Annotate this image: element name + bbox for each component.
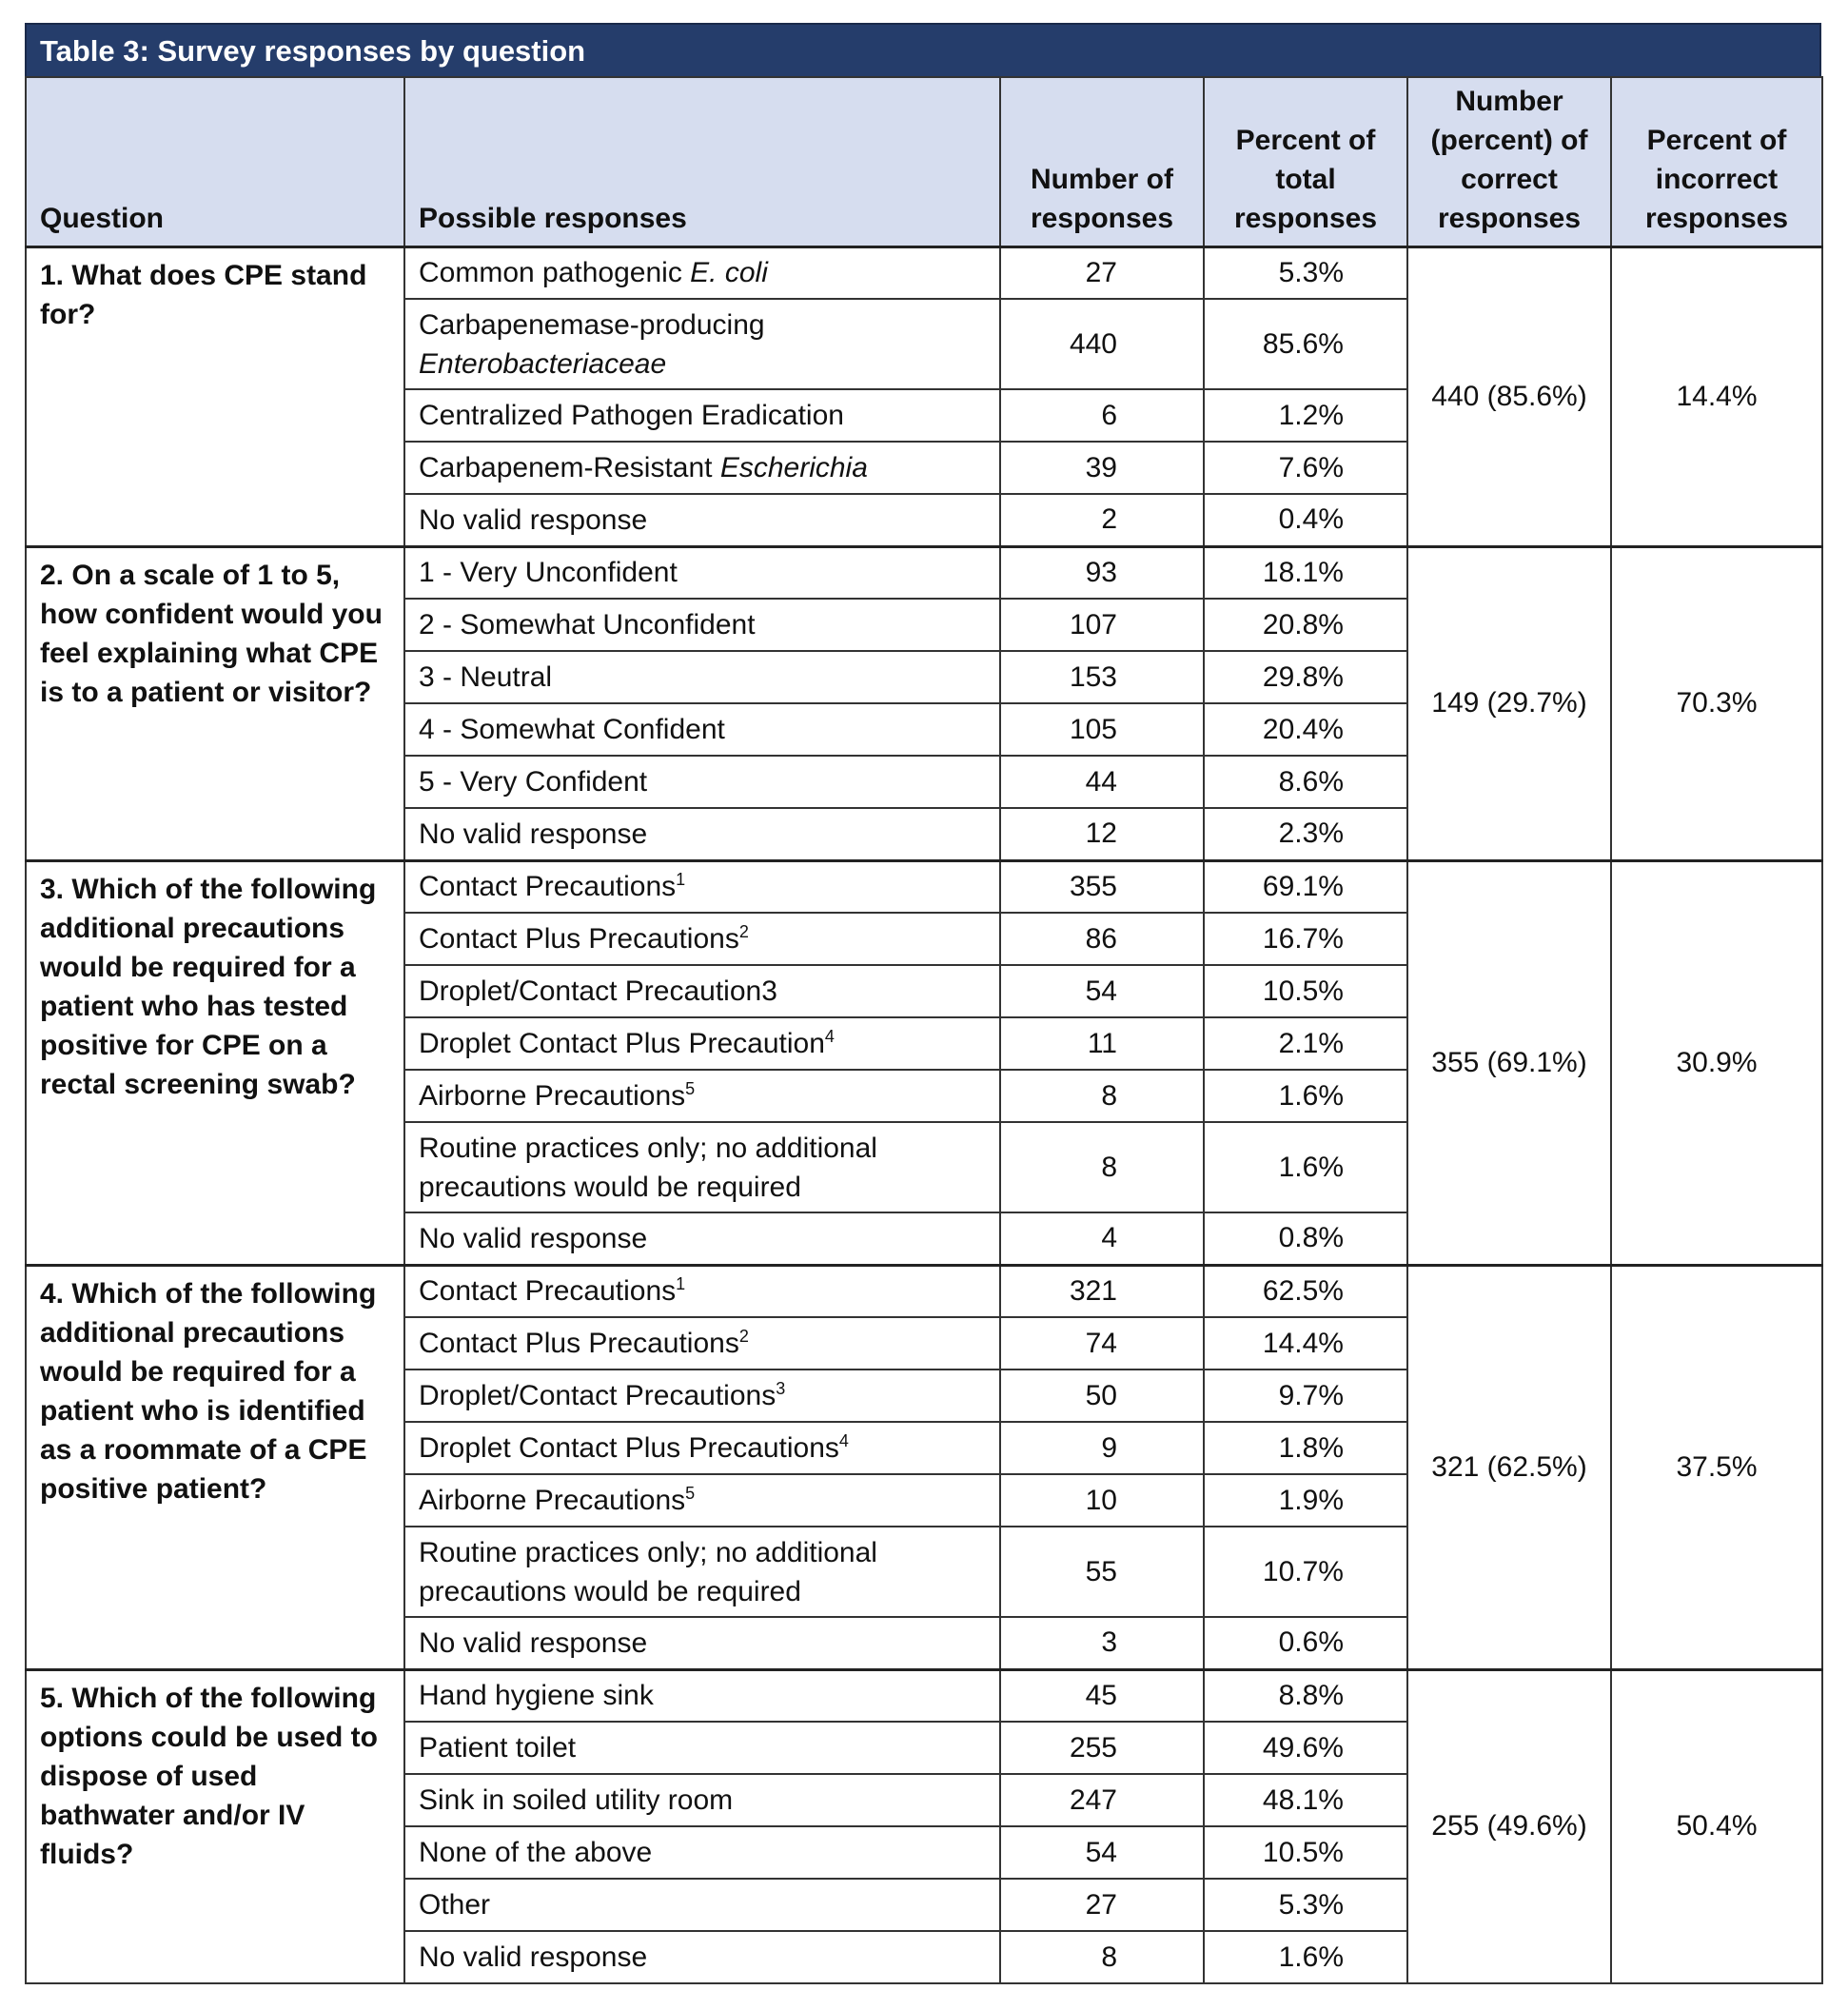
response-percent: 20.8% [1204, 599, 1407, 651]
table-title: Table 3: Survey responses by question [25, 23, 1821, 76]
response-percent: 7.6% [1204, 442, 1407, 494]
response-label-italic: Escherichia [719, 452, 868, 483]
response-percent: 2.3% [1204, 808, 1407, 860]
response-count: 255 [1000, 1722, 1204, 1774]
response-percent: 1.8% [1204, 1422, 1407, 1474]
response-count: 86 [1000, 913, 1204, 965]
response-option [404, 1527, 1000, 1617]
response-option [404, 860, 1000, 913]
response-count: 50 [1000, 1370, 1204, 1422]
survey-table [25, 76, 1823, 1984]
header-correct-responses: Number (percent) of correct responses [1407, 77, 1611, 246]
response-option [404, 442, 1000, 494]
response-option [404, 599, 1000, 651]
response-percent: 85.6% [1204, 299, 1407, 389]
response-count: 27 [1000, 246, 1204, 299]
response-count: 3 [1000, 1617, 1204, 1669]
footnote-marker: 5 [685, 1484, 696, 1503]
question-text: 3. Which of the following additional precautions would be required for a patient who has tested positive for CPE on a rectal screening swab? [26, 860, 404, 1265]
response-label: Droplet Contact Plus Precaution [419, 1028, 825, 1059]
response-option [404, 389, 1000, 442]
incorrect-percent: 14.4% [1611, 246, 1822, 546]
response-percent: 1.6% [1204, 1070, 1407, 1122]
response-percent: 0.8% [1204, 1212, 1407, 1265]
response-percent: 9.7% [1204, 1370, 1407, 1422]
response-option [404, 651, 1000, 703]
response-percent: 10.7% [1204, 1527, 1407, 1617]
table-row [26, 1265, 1822, 1317]
response-percent: 0.4% [1204, 494, 1407, 546]
response-count: 153 [1000, 651, 1204, 703]
question-group-3 [26, 860, 1822, 1265]
response-option [404, 913, 1000, 965]
response-label: Sink in soiled utility room [419, 1784, 734, 1816]
response-percent: 16.7% [1204, 913, 1407, 965]
response-label: 4 - Somewhat Confident [419, 714, 725, 745]
response-label: Patient toilet [419, 1732, 577, 1764]
response-percent: 5.3% [1204, 1879, 1407, 1931]
response-count: 45 [1000, 1669, 1204, 1722]
response-count: 39 [1000, 442, 1204, 494]
response-label: No valid response [419, 503, 648, 536]
response-option [404, 808, 1000, 860]
response-percent: 18.1% [1204, 546, 1407, 599]
footnote-marker: 2 [738, 922, 749, 941]
response-label: None of the above [419, 1837, 653, 1868]
response-percent: 1.9% [1204, 1474, 1407, 1527]
response-label: Contact Plus Precautions [419, 923, 739, 955]
response-percent: 8.6% [1204, 756, 1407, 808]
response-label: 2 - Somewhat Unconfident [419, 609, 756, 640]
incorrect-percent: 37.5% [1611, 1265, 1822, 1669]
response-label: Contact Precautions [419, 1275, 677, 1308]
response-count: 44 [1000, 756, 1204, 808]
response-option [404, 1774, 1000, 1826]
response-percent: 69.1% [1204, 860, 1407, 913]
response-label-italic: Enterobacteriaceae [419, 347, 667, 380]
response-label: 3 - Neutral [419, 661, 553, 693]
response-option [404, 1265, 1000, 1317]
table-row [26, 546, 1822, 599]
footnote-marker: 1 [676, 1274, 686, 1294]
response-count: 105 [1000, 703, 1204, 756]
response-option [404, 1017, 1000, 1070]
header-number-of-responses: Number of responses [1000, 77, 1204, 246]
response-label: Other [419, 1889, 491, 1921]
response-percent: 48.1% [1204, 1774, 1407, 1826]
footnote-marker: 5 [685, 1079, 696, 1098]
response-count: 355 [1000, 860, 1204, 913]
question-group-4 [26, 1265, 1822, 1669]
response-option [404, 1669, 1000, 1722]
table-row [26, 1669, 1822, 1722]
response-label: Droplet Contact Plus Precautions [419, 1432, 839, 1464]
table-row [26, 860, 1822, 913]
response-label: No valid response [419, 1941, 648, 1973]
response-count: 10 [1000, 1474, 1204, 1527]
response-option [404, 1474, 1000, 1527]
question-text: 2. On a scale of 1 to 5, how confident would you feel explaining what CPE is to a patient or visitor? [26, 546, 404, 860]
response-option [404, 965, 1000, 1017]
response-label: Routine practices only; no additional precautions would be required [419, 1132, 877, 1203]
response-option [404, 703, 1000, 756]
response-count: 440 [1000, 299, 1204, 389]
response-label: Carbapenem-Resistant [419, 452, 720, 483]
response-count: 4 [1000, 1212, 1204, 1265]
footnote-marker: 4 [838, 1431, 849, 1450]
response-count: 321 [1000, 1265, 1204, 1317]
response-label: Hand hygiene sink [419, 1680, 654, 1712]
response-count: 8 [1000, 1122, 1204, 1212]
response-count: 2 [1000, 494, 1204, 546]
header-possible-responses: Possible responses [404, 77, 1000, 246]
response-count: 54 [1000, 1826, 1204, 1879]
header-question: Question [26, 77, 404, 246]
response-percent: 0.6% [1204, 1617, 1407, 1669]
response-label: 1 - Very Unconfident [419, 557, 678, 589]
response-label: Droplet/Contact Precautions [419, 1380, 777, 1411]
correct-responses: 440 (85.6%) [1407, 246, 1611, 546]
response-label: No valid response [419, 818, 648, 850]
question-group-2 [26, 546, 1822, 860]
response-percent: 2.1% [1204, 1017, 1407, 1070]
response-label: Routine practices only; no additional precautions would be required [419, 1536, 877, 1607]
response-option [404, 299, 1000, 389]
response-percent: 49.6% [1204, 1722, 1407, 1774]
response-percent: 8.8% [1204, 1669, 1407, 1722]
response-option [404, 1826, 1000, 1879]
survey-table-container [25, 23, 1821, 1984]
response-option [404, 546, 1000, 599]
response-percent: 10.5% [1204, 1826, 1407, 1879]
incorrect-percent: 70.3% [1611, 546, 1822, 860]
response-count: 8 [1000, 1070, 1204, 1122]
response-option [404, 1422, 1000, 1474]
response-percent: 10.5% [1204, 965, 1407, 1017]
response-count: 54 [1000, 965, 1204, 1017]
response-label-italic: E. coli [690, 257, 768, 289]
response-count: 9 [1000, 1422, 1204, 1474]
response-option [404, 494, 1000, 546]
response-label: Centralized Pathogen Eradication [419, 400, 844, 431]
response-percent: 1.2% [1204, 389, 1407, 442]
question-text: 5. Which of the following options could be used to dispose of used bathwater and/or IV fluids? [26, 1669, 404, 1983]
response-count: 11 [1000, 1017, 1204, 1070]
response-option [404, 1931, 1000, 1983]
response-percent: 5.3% [1204, 246, 1407, 299]
response-option [404, 1070, 1000, 1122]
response-option [404, 1370, 1000, 1422]
response-label: 5 - Very Confident [419, 766, 648, 798]
response-label: Airborne Precautions [419, 1080, 686, 1112]
response-label: Droplet/Contact Precaution3 [419, 975, 777, 1007]
correct-responses: 255 (49.6%) [1407, 1669, 1611, 1983]
response-option [404, 1122, 1000, 1212]
footnote-marker: 1 [676, 870, 686, 890]
response-count: 93 [1000, 546, 1204, 599]
response-label: Airborne Precautions [419, 1485, 686, 1516]
response-label: No valid response [419, 1626, 648, 1659]
header-incorrect-responses: Percent of incorrect responses [1611, 77, 1822, 246]
response-percent: 14.4% [1204, 1317, 1407, 1370]
response-count: 6 [1000, 389, 1204, 442]
question-group-5 [26, 1669, 1822, 1983]
response-percent: 1.6% [1204, 1122, 1407, 1212]
response-percent: 20.4% [1204, 703, 1407, 756]
correct-responses: 355 (69.1%) [1407, 860, 1611, 1265]
response-count: 247 [1000, 1774, 1204, 1826]
table-row [26, 246, 1822, 299]
response-option [404, 1212, 1000, 1265]
response-option [404, 246, 1000, 299]
response-count: 74 [1000, 1317, 1204, 1370]
footnote-marker: 3 [776, 1379, 786, 1398]
footnote-marker: 4 [824, 1027, 835, 1046]
question-text: 4. Which of the following additional precautions would be required for a patient who is identified as a roommate of a CPE positive patient? [26, 1265, 404, 1669]
response-count: 8 [1000, 1931, 1204, 1983]
response-count: 27 [1000, 1879, 1204, 1931]
response-option [404, 1617, 1000, 1669]
incorrect-percent: 50.4% [1611, 1669, 1822, 1983]
response-count: 12 [1000, 808, 1204, 860]
response-percent: 1.6% [1204, 1931, 1407, 1983]
response-label: Carbapenemase-producing [419, 308, 765, 341]
incorrect-percent: 30.9% [1611, 860, 1822, 1265]
correct-responses: 321 (62.5%) [1407, 1265, 1611, 1669]
response-label: Common pathogenic [419, 257, 691, 289]
response-percent: 29.8% [1204, 651, 1407, 703]
response-percent: 62.5% [1204, 1265, 1407, 1317]
header-row [26, 77, 1822, 246]
response-count: 107 [1000, 599, 1204, 651]
response-option [404, 1879, 1000, 1931]
question-group-1 [26, 246, 1822, 546]
response-option [404, 756, 1000, 808]
response-label: Contact Plus Precautions [419, 1328, 739, 1359]
header-percent-of-total: Percent of total responses [1204, 77, 1407, 246]
response-option [404, 1317, 1000, 1370]
footnote-marker: 2 [738, 1327, 749, 1346]
response-count: 55 [1000, 1527, 1204, 1617]
question-text: 1. What does CPE stand for? [26, 246, 404, 546]
response-label: No valid response [419, 1222, 648, 1254]
response-label: Contact Precautions [419, 871, 677, 903]
response-option [404, 1722, 1000, 1774]
correct-responses: 149 (29.7%) [1407, 546, 1611, 860]
